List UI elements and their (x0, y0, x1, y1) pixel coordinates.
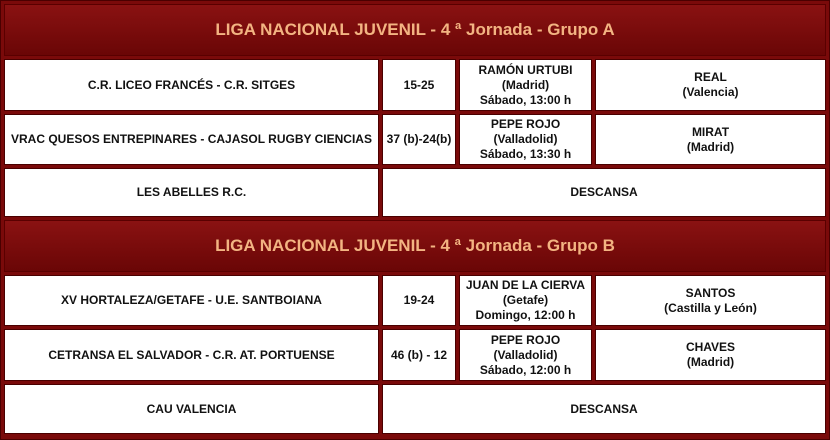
match-referee (595, 114, 826, 165)
venue-time: Sábado, 12:00 h (479, 362, 572, 377)
referee-region: (Valencia) (682, 85, 739, 99)
match-teams: C.R. LICEO FRANCÉS - C.R. SITGES (4, 59, 379, 111)
match-teams: XV HORTALEZA/GETAFE - U.E. SANTBOIANA (4, 275, 379, 326)
venue-time: Domingo, 12:00 h (475, 308, 576, 322)
match-venue (459, 59, 592, 111)
match-venue (459, 275, 592, 326)
match-venue (459, 329, 592, 381)
rest-team: LES ABELLES R.C. (4, 168, 379, 217)
rest-label: DESCANSA (382, 384, 826, 434)
venue-city: (Madrid) (501, 77, 550, 92)
match-referee (595, 275, 826, 326)
referee-region: (Madrid) (686, 139, 735, 154)
match-score: 15-25 (382, 59, 456, 111)
group-b-header: LIGA NACIONAL JUVENIL - 4 ª Jornada - Grupo B (4, 220, 826, 272)
referee-name: SANTOS (685, 285, 736, 300)
referee-name: REAL (694, 70, 727, 84)
match-score: 46 (b) - 12 (382, 329, 456, 381)
rest-label: DESCANSA (382, 168, 826, 217)
venue-name: PEPE ROJO (490, 117, 561, 131)
match-referee (595, 59, 826, 111)
venue-name: PEPE ROJO (490, 332, 561, 347)
match-teams: VRAC QUESOS ENTREPINARES - CAJASOL RUGBY CIENCIAS (4, 114, 379, 165)
referee-region: (Castilla y León) (664, 300, 757, 315)
venue-city: (Valladolid) (493, 132, 558, 146)
referee-name: CHAVES (685, 340, 736, 354)
match-score: 19-24 (382, 275, 456, 326)
match-score: 37 (b)-24(b) (382, 114, 456, 165)
venue-city: (Getafe) (502, 293, 549, 307)
venue-name: RAMÓN URTUBI (478, 62, 573, 77)
venue-city: (Valladolid) (493, 347, 558, 362)
rest-team: CAU VALENCIA (4, 384, 379, 434)
group-a-header: LIGA NACIONAL JUVENIL - 4 ª Jornada - Grupo A (4, 4, 826, 56)
referee-name: MIRAT (691, 124, 730, 139)
venue-time: Sábado, 13:00 h (479, 92, 572, 107)
venue-name: JUAN DE LA CIERVA (465, 278, 586, 292)
match-venue (459, 114, 592, 165)
match-referee (595, 329, 826, 381)
referee-region: (Madrid) (686, 355, 735, 369)
match-teams: CETRANSA EL SALVADOR - C.R. AT. PORTUENSE (4, 329, 379, 381)
venue-time: Sábado, 13:30 h (479, 147, 572, 161)
